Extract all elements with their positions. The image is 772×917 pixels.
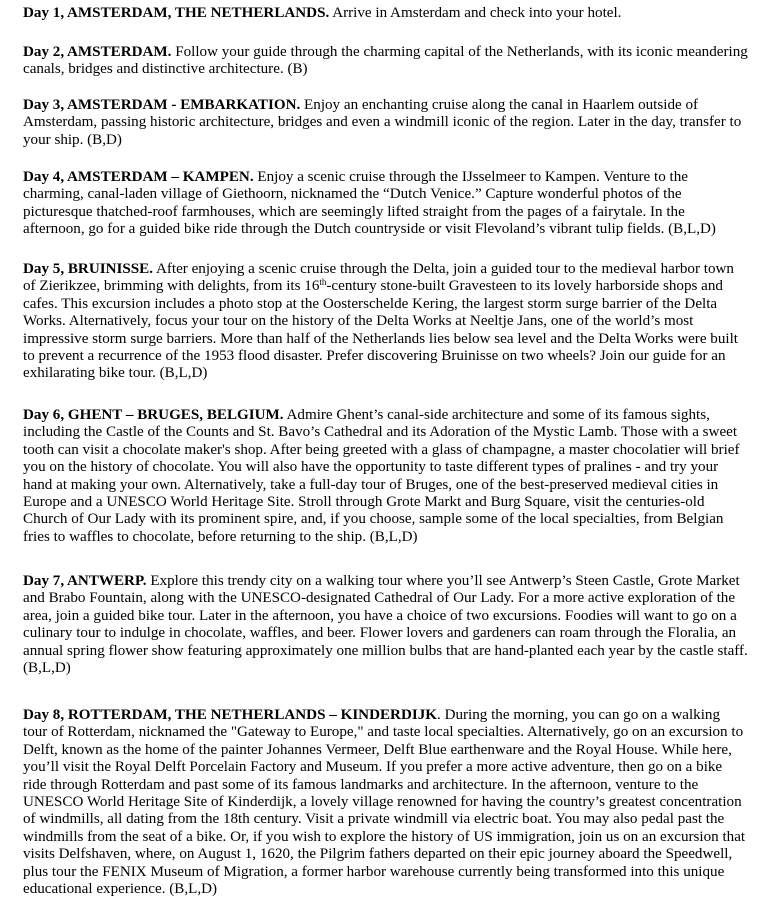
day-6-heading: Day 6, GHENT – BRUGES, BELGIUM. <box>23 407 284 423</box>
day-6-paragraph <box>23 407 748 546</box>
day-1-paragraph <box>23 5 748 22</box>
day-4-paragraph <box>23 169 748 239</box>
day-8-text: . During the morning, you can go on a walking tour of Rotterdam, nicknamed the "Gateway to Europe," and taste local specialties. Alternatively, go on an excursion to Delft, known as the home of the painter Johannes Vermeer, Delft Blue earthenware and the Royal House. While here, you’ll visit the Royal Delft Porcelain Factory and Museum. If you prefer a more active adventure, then go on a bike ride through Rotterdam and past some of its famous landmarks and architecture. In the afternoon, venture to the UNESCO World Heritage Site of Kinderdijk, a lovely village renowned for having the country’s greatest concentration of windmills, all dating from the 18th century. Visit a private windmill via electric boat. You may also pedal past the windmills from the seat of a bike. Or, if you wish to explore the history of US immigration, join us on an excursion that visits Delfshaven, where, on August 1, 1620, the Pilgrim fathers departed on their epic journey aboard the Speedwell, plus tour the FENIX Museum of Migration, a former harbor warehouse currently being transformed into this unique educational experience. (B,L,D) <box>23 707 746 898</box>
day-8-paragraph <box>23 707 748 898</box>
day-2-text: Follow your guide through the charming capital of the Netherlands, with its iconic meandering canals, bridges and distinctive architecture. (B) <box>23 44 748 78</box>
day-5-ordinal-suffix: th <box>319 277 327 288</box>
day-6-text: Admire Ghent’s canal-side architecture and some of its famous sights, including the Castle of the Counts and St. Bavo’s Cathedral and its Adoration of the Mystic Lamb. Those with a sweet tooth can visit a chocolate maker's shop. After being greeted with a glass of champagne, a master chocolatier will brief you on the history of chocolate. You will also have the opportunity to taste different types of pralines - and try your hand at making your own. Alternatively, take a full-day tour of Bruges, one of the best-preserved medieval cities in Europe and a UNESCO World Heritage Site. Stroll through Grote Markt and Burg Square, visit the centuries-old Church of Our Lady with its prominent spire, and, if you choose, sample some of the local specialties, from Belgian fries to waffles to chocolate, before returning to the ship. (B,L,D) <box>23 407 740 545</box>
day-1-heading: Day 1, AMSTERDAM, THE NETHERLANDS. <box>23 5 330 21</box>
day-5-text-a: After enjoying a scenic cruise through the Delta, join a guided tour to the medieval harbor town of Zierikzee, brimming with delights, from its 16 <box>23 261 734 295</box>
day-3-heading: Day 3, AMSTERDAM - EMBARKATION. <box>23 97 301 113</box>
day-5-paragraph <box>23 261 748 383</box>
day-2-paragraph <box>23 44 748 79</box>
day-5-text-b: -century stone-built Gravesteen to its lovely harborside shops and cafes. This excursion includes a photo stop at the Oosterschelde Kering, the largest storm surge barrier of the Delta Works. Alternatively, focus your tour on the history of the Delta Works at Neeltje Jans, one of the world’s most impressive storm surge barriers. More than half of the Netherlands lies below sea level and the Delta Works were built to prevent a recurrence of the 1953 flood disaster. Prefer discovering Bruinisse on two wheels? Join our guide for an exhilarating bike tour. (B,L,D) <box>23 278 738 382</box>
day-1-text: Arrive in Amsterdam and check into your hotel. <box>329 5 622 21</box>
day-5-heading: Day 5, BRUINISSE. <box>23 261 154 277</box>
day-4-heading: Day 4, AMSTERDAM – KAMPEN. <box>23 169 254 185</box>
day-7-heading: Day 7, ANTWERP. <box>23 573 147 589</box>
day-2-heading: Day 2, AMSTERDAM. <box>23 44 172 60</box>
day-8-heading: Day 8, ROTTERDAM, THE NETHERLANDS – KINDERDIJK <box>23 707 438 723</box>
day-3-text: Enjoy an enchanting cruise along the canal in Haarlem outside of Amsterdam, passing historic architecture, bridges and even a windmill iconic of the region. Later in the day, transfer to your ship. (B,D) <box>23 97 742 148</box>
day-7-paragraph <box>23 573 748 677</box>
day-7-text: Explore this trendy city on a walking tour where you’ll see Antwerp’s Steen Castle, Grote Market and Brabo Fountain, along with the UNESCO-designated Cathedral of Our Lady. For a more active exploration of the area, join a guided bike tour. Later in the afternoon, you have a choice of two excursions. Foodies will want to go on a culinary tour to indulge in chocolate, waffles, and beer. Flower lovers and gardeners can roam through the Floralia, an annual spring flower show featuring approximately one million bulbs that are hand-planted each year by the castle staff. (B,L,D) <box>23 573 748 677</box>
day-4-text: Enjoy a scenic cruise through the IJsselmeer to Kampen. Venture to the charming, canal-laden village of Giethoorn, nicknamed the “Dutch Venice.” Capture wonderful photos of the picturesque thatched-roof farmhouses, which are seemingly lifted straight from the pages of a fairytale. In the afternoon, go for a guided bike ride through the Dutch countryside or visit Flevoland’s vibrant tulip fields. (B,L,D) <box>23 169 716 238</box>
day-3-paragraph <box>23 97 748 149</box>
